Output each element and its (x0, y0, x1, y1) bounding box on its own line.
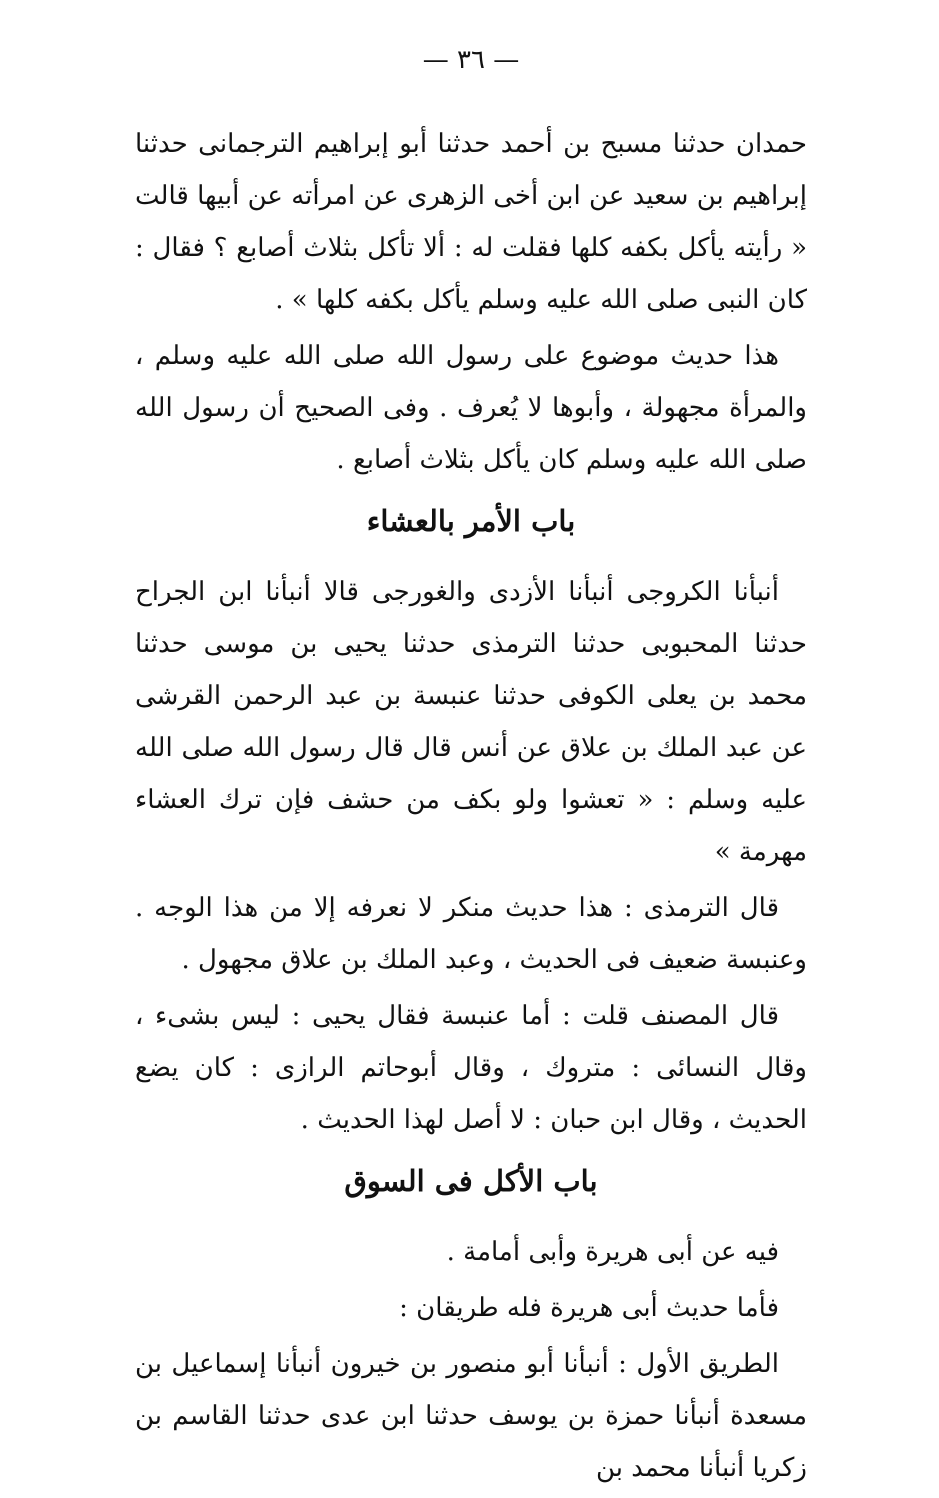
page-number: — ٣٦ — (422, 45, 520, 75)
paragraph: قال الترمذى : هذا حديث منكر لا نعرفه إلا من هذا الوجه . وعنبسة ضعيف فى الحديث ، وعبد الملك بن علاق مجهول . (135, 893, 807, 975)
paragraph: أنبأنا الكروجى أنبأنا الأزدى والغورجى قالا أنبأنا ابن الجراح حدثنا المحبوبى حدثنا الترمذى حدثنا يحيى بن موسى حدثنا محمد بن يعلى الكوفى حدثنا عنبسة بن عبد الرحمن القرشى عن عبد الملك بن علاق عن أنس قال قال رسول الله صلى الله عليه وسلم : « تعشوا ولو بكف من حشف فإن ترك العشاء مهرمة » (135, 577, 807, 867)
page-content (135, 118, 807, 1494)
section-heading: باب الأكل فى السوق (344, 1164, 598, 1198)
paragraph: الطريق الأول : أنبأنا أبو منصور بن خيرون أنبأنا إسماعيل بن مسعدة أنبأنا حمزة بن يوسف حدثنا ابن عدى حدثنا القاسم بن زكريا أنبأنا محمد بن (135, 1349, 807, 1483)
paragraph: حمدان حدثنا مسبح بن أحمد حدثنا أبو إبراهيم الترجمانى حدثنا إبراهيم بن سعيد عن ابن أخى الزهرى عن امرأته عن أبيها قالت « رأيته يأكل بكفه كلها فقلت له : ألا تأكل بثلاث أصابع ؟ فقال : كان النبى صلى الله عليه وسلم يأكل بكفه كلها » . (135, 129, 807, 315)
paragraph: فأما حديث أبى هريرة فله طريقان : (399, 1293, 779, 1323)
paragraph: فيه عن أبى هريرة وأبى أمامة . (446, 1237, 779, 1267)
paragraph: قال المصنف قلت : أما عنبسة فقال يحيى : ليس بشىء ، وقال النسائى : متروك ، وقال أبوحاتم الرازى : كان يضع الحديث ، وقال ابن حبان : لا أصل لهذا الحديث . (135, 1001, 807, 1135)
book-page (135, 40, 807, 1498)
paragraph: هذا حديث موضوع على رسول الله صلى الله عليه وسلم ، والمرأة مجهولة ، وأبوها لا يُعرف . وفى الصحيح أن رسول الله صلى الله عليه وسلم كان يأكل بثلاث أصابع . (135, 341, 807, 475)
section-heading: باب الأمر بالعشاء (366, 504, 576, 538)
